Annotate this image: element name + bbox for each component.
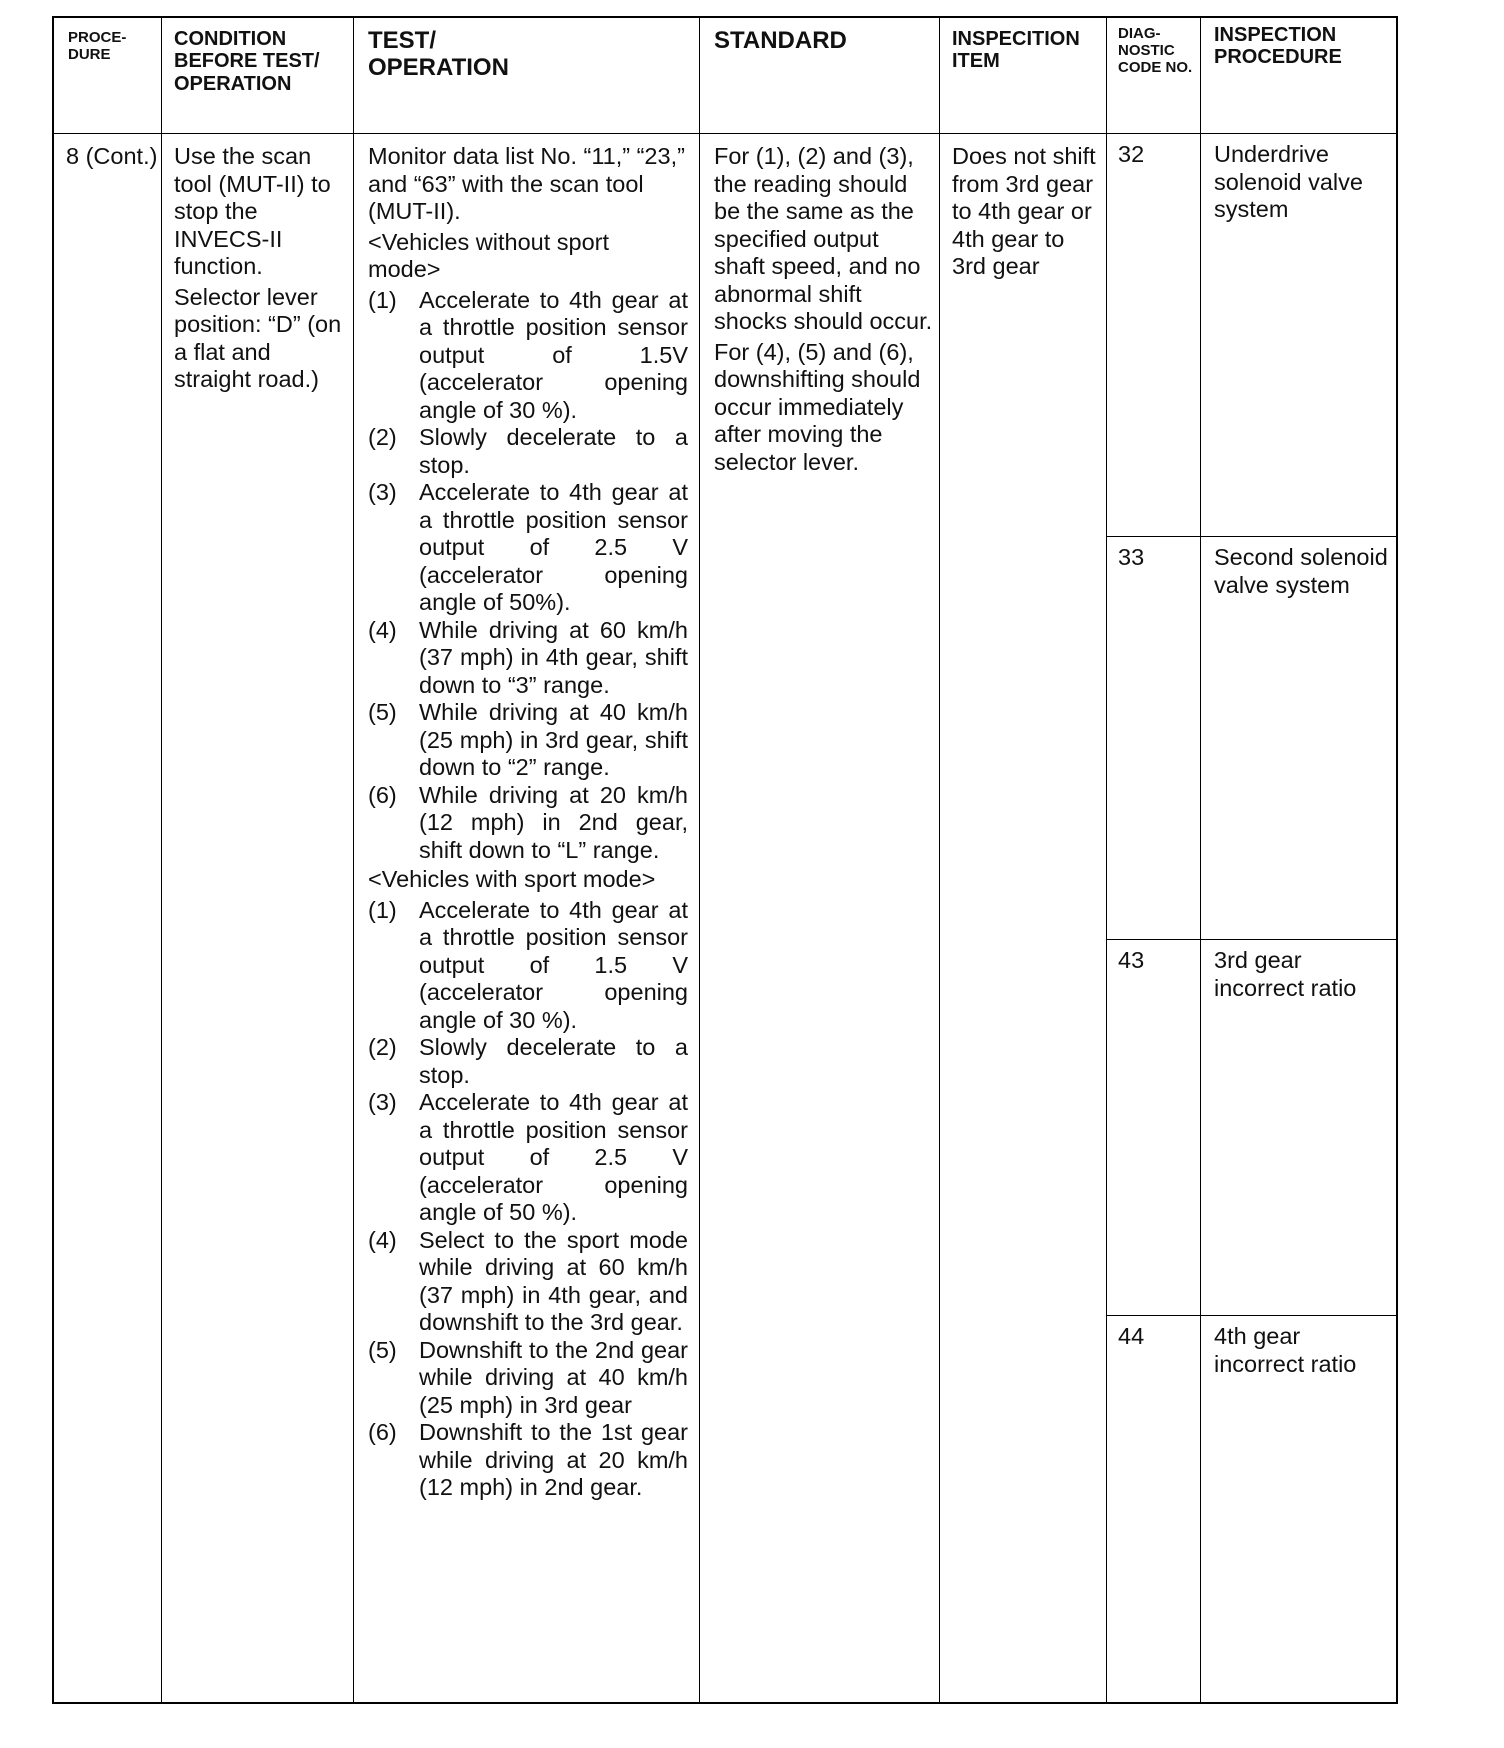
step-item: (4) Select to the sport mode while driving at 60 km/h (37 mph) in 4th gear, and downshift to the 3rd gear. bbox=[368, 1226, 688, 1335]
without-sport-steps bbox=[368, 287, 688, 865]
condition-cell bbox=[174, 143, 349, 397]
inspection-procedure: 4th gear incorrect ratio bbox=[1214, 1323, 1357, 1377]
step-item: (4) While driving at 60 km/h (37 mph) in 4th gear, shift down to “3” range. bbox=[368, 616, 688, 698]
header-test-operation: TEST/ OPERATION bbox=[368, 27, 509, 81]
condition-text: Use the scan tool (MUT-II) to stop the INVECS-II function. bbox=[174, 143, 331, 279]
column-divider bbox=[353, 18, 354, 1702]
test-operation-cell bbox=[368, 143, 688, 1502]
header-condition: CONDITION BEFORE TEST/ OPERATION bbox=[174, 28, 320, 95]
column-divider bbox=[1200, 18, 1201, 1702]
header-inspection-item: INSPECITION ITEM bbox=[952, 28, 1080, 73]
standard-cell bbox=[714, 143, 934, 479]
step-item: (3) Accelerate to 4th gear at a throttle position sensor output of 2.5 V (accelerator opening angle of 50%). bbox=[368, 479, 688, 615]
diagnostic-code: 33 bbox=[1118, 544, 1145, 570]
condition-text: Selector lever position: “D” (on a flat and straight road.) bbox=[174, 283, 342, 392]
procedure-number: 8 (Cont.) bbox=[66, 143, 158, 169]
inspection-procedure: 3rd gear incorrect ratio bbox=[1214, 947, 1357, 1001]
column-divider bbox=[161, 18, 162, 1702]
column-divider bbox=[699, 18, 700, 1702]
step-item: (3) Accelerate to 4th gear at a throttle position sensor output of 2.5 V (accelerator opening angle of 50 %). bbox=[368, 1089, 688, 1225]
step-item: (5) Downshift to the 2nd gear while driving at 40 km/h (25 mph) in 3rd gear bbox=[368, 1336, 688, 1418]
step-item: (2) Slowly decelerate to a stop. bbox=[368, 1034, 688, 1088]
step-item: (6) Downshift to the 1st gear while driving at 20 km/h (12 mph) in 2nd gear. bbox=[368, 1419, 688, 1500]
standard-text: For (4), (5) and (6), downshifting should occur immediately after moving the selector lever. bbox=[714, 338, 921, 475]
header-divider bbox=[54, 133, 1396, 134]
header-procedure: PROCE- DURE bbox=[68, 29, 127, 63]
inspection-item-cell: Does not shift from 3rd gear to 4th gear or 4th gear to 3rd gear bbox=[952, 143, 1096, 279]
step-item: (6) While driving at 20 km/h (12 mph) in 2nd gear, shift down to “L” range. bbox=[368, 781, 688, 863]
step-item: (1) Accelerate to 4th gear at a throttle position sensor output of 1.5 V (accelerator opening angle of 30 %). bbox=[368, 896, 688, 1033]
inspection-procedure: Second solenoid valve system bbox=[1214, 544, 1388, 598]
row-divider bbox=[1106, 1315, 1396, 1316]
step-item: (5) While driving at 40 km/h (25 mph) in 3rd gear, shift down to “2” range. bbox=[368, 699, 688, 780]
row-divider bbox=[1106, 939, 1396, 940]
inspection-procedure: Underdrive solenoid valve system bbox=[1214, 141, 1363, 222]
test-intro: Monitor data list No. “11,” “23,” and “63” with the scan tool (MUT-II). bbox=[368, 143, 685, 224]
diagnostic-code: 32 bbox=[1118, 141, 1145, 167]
with-sport-heading: <Vehicles with sport mode> bbox=[368, 866, 656, 892]
inspection-table bbox=[52, 16, 1398, 1704]
with-sport-steps bbox=[368, 897, 688, 1502]
header-inspection-procedure: INSPECTION PROCEDURE bbox=[1214, 24, 1342, 69]
standard-text: For (1), (2) and (3), the reading should be the same as the specified output shaft speed, and no abnormal shift shocks should occur. bbox=[714, 143, 933, 334]
without-sport-heading: <Vehicles without sport mode> bbox=[368, 228, 610, 282]
header-diagnostic-code: DIAG- NOSTIC CODE NO. bbox=[1118, 25, 1193, 76]
header-standard: STANDARD bbox=[714, 27, 847, 54]
diagnostic-code: 43 bbox=[1118, 947, 1145, 973]
diagnostic-code: 44 bbox=[1118, 1323, 1145, 1349]
column-divider bbox=[1106, 18, 1107, 1702]
column-divider bbox=[939, 18, 940, 1702]
row-divider bbox=[1106, 536, 1396, 537]
step-item: (2) Slowly decelerate to a stop. bbox=[368, 424, 688, 478]
step-item: (1) Accelerate to 4th gear at a throttle position sensor output of 1.5V (accelerator opening angle of 30 %). bbox=[368, 286, 688, 423]
